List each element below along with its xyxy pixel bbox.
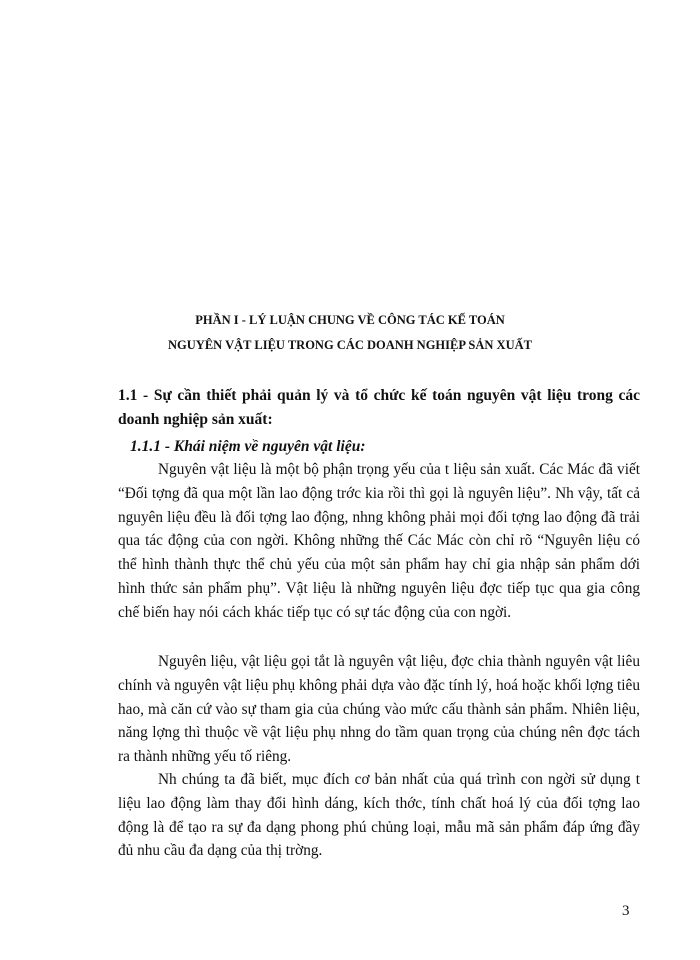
paragraph-2: Nguyên liệu, vật liệu gọi tắt là nguyên vật liệu, đợc chia thành nguyên vật liêu chính và nguyên vật liệu phụ không phải dựa vào đặc tính lý, hoá hoặc khối lợng tiêu hao, mà căn cứ vào sự tham gia của chúng vào mức cấu thành sản phẩm. Nhiên liệu, năng lợng thì thuộc về vật liệu phụ nhng do tầm quan trọng của chúng nên đợc tách ra thành những yếu tố riêng.	[118, 653, 640, 766]
paragraph-1: Nguyên vật liệu là một bộ phận trọng yếu của t liệu sản xuất. Các Mác đã viết “Đối tợng đã qua một lần lao động trớc kia rồi thì gọi là nguyên liệu”. Nh vậy, tất cả nguyên liệu đều là đối tợng lao động, nhng không phải mọi đối tợng lao động đã trải qua tác động của con ngời. Không những thế Các Mác còn chỉ rõ “Nguyên liệu có thể hình thành thực thể chủ yếu của một sản phẩm hay chỉ gia nhập sản phẩm dới hình thức sản phẩm phụ”. Vật liệu là những nguyên liệu đợc tiếp tục qua gia công chế biến hay nói cách khác tiếp tục có sự tác động của con ngời.	[118, 461, 640, 621]
part-heading-line-2: NGUYÊN VẬT LIỆU TRONG CÁC DOANH NGHIỆP SẢN XUẤT	[168, 338, 532, 352]
subsection-title: 1.1.1 - Khái niệm về nguyên vật liệu:	[130, 438, 366, 455]
part-heading	[120, 308, 580, 358]
page-number: 3	[622, 903, 630, 919]
paragraph-3: Nh chúng ta đã biết, mục đích cơ bản nhất của quá trình con ngời sử dụng t liệu lao động làm thay đổi hình dáng, kích thớc, tính chất hoá lý của đối tợng lao động là để tạo ra sự đa dạng phong phú chủng loại, mẫu mã sản phẩm đáp ứng đầy đủ nhu cầu đa dạng của thị trờng.	[118, 771, 640, 860]
section-title: 1.1 - Sự cần thiết phải quản lý và tổ chức kế toán nguyên vật liệu trong các doanh nghiệp sản xuất:	[118, 387, 640, 428]
part-heading-line-1: PHẦN I - LÝ LUẬN CHUNG VỀ CÔNG TÁC KẾ TOÁN	[195, 313, 505, 327]
